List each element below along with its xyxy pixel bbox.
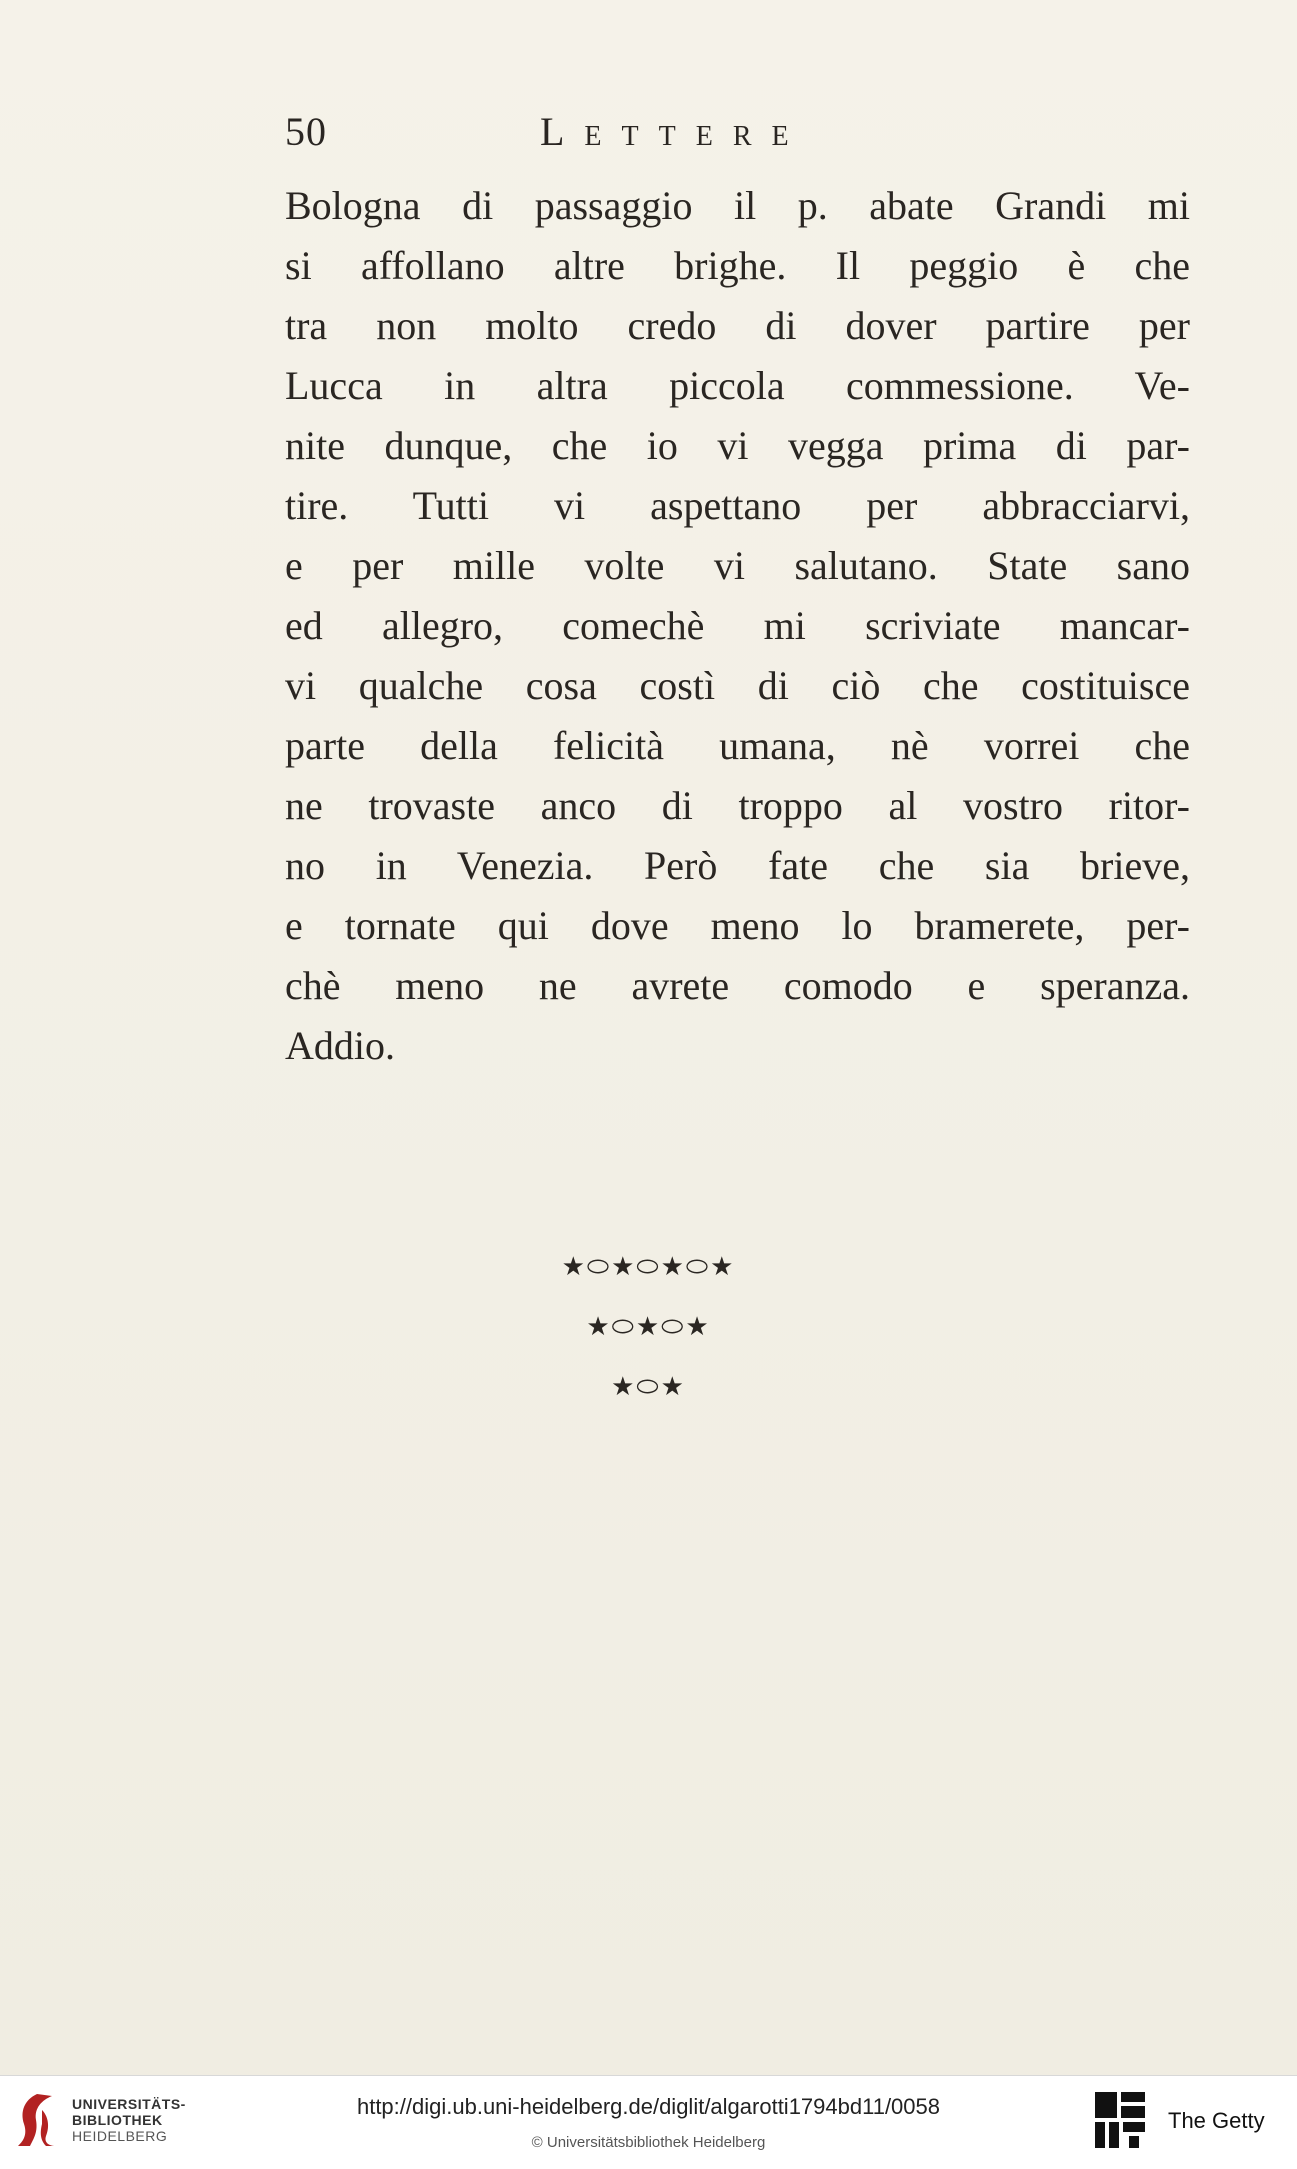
ornament-row-2: ★⬭★⬭★ xyxy=(586,1312,711,1342)
ornament-row-1: ★⬭★⬭★⬭★ xyxy=(561,1252,736,1282)
text-line: Lucca in altra piccola commessione. Ve- xyxy=(285,363,1190,408)
getty-label: The Getty xyxy=(1168,2108,1265,2133)
text-line: Addio. xyxy=(285,1023,395,1068)
copyright-notice: © Universitätsbibliothek Heidelberg xyxy=(531,2134,766,2151)
text-line: chè meno ne avrete comodo e speranza. xyxy=(285,963,1190,1008)
ornament-row-3: ★⬭★ xyxy=(611,1372,686,1402)
text-line: tra non molto credo di dover partire per xyxy=(285,303,1190,348)
running-title: Lettere xyxy=(540,109,809,154)
library-name-line: UNIVERSITÄTS- xyxy=(72,2096,186,2112)
text-line: ne trovaste anco di troppo al vostro ritor- xyxy=(285,783,1190,828)
library-name-line: HEIDELBERG xyxy=(72,2128,168,2144)
text-line: parte della felicità umana, nè vorrei che xyxy=(285,723,1190,768)
viewer-footer xyxy=(0,2075,1297,2169)
text-line: si affollano altre brighe. Il peggio è che xyxy=(285,243,1190,288)
text-line: nite dunque, che io vi vegga prima di par- xyxy=(285,423,1190,468)
text-line: no in Venezia. Però fate che sia brieve, xyxy=(285,843,1190,888)
library-name-line: BIBLIOTHEK xyxy=(72,2112,163,2128)
body-text xyxy=(285,176,1190,1076)
text-line: ed allegro, comechè mi scriviate mancar- xyxy=(285,603,1190,648)
text-line: tire. Tutti vi aspettano per abbracciarvi, xyxy=(285,483,1190,528)
permalink-url[interactable]: http://digi.ub.uni-heidelberg.de/diglit/algarotti1794bd11/0058 xyxy=(356,2094,941,2119)
text-line: vi qualche cosa costì di ciò che costituisce xyxy=(285,663,1190,708)
text-line: Bologna di passaggio il p. abate Grandi mi xyxy=(285,183,1190,228)
text-line: e per mille volte vi salutano. State sano xyxy=(285,543,1190,588)
page-number: 50 xyxy=(285,109,327,154)
getty-logo-icon xyxy=(1093,2090,1147,2150)
text-line: e tornate qui dove meno lo bramerete, per- xyxy=(285,903,1190,948)
page-header xyxy=(285,108,1205,158)
